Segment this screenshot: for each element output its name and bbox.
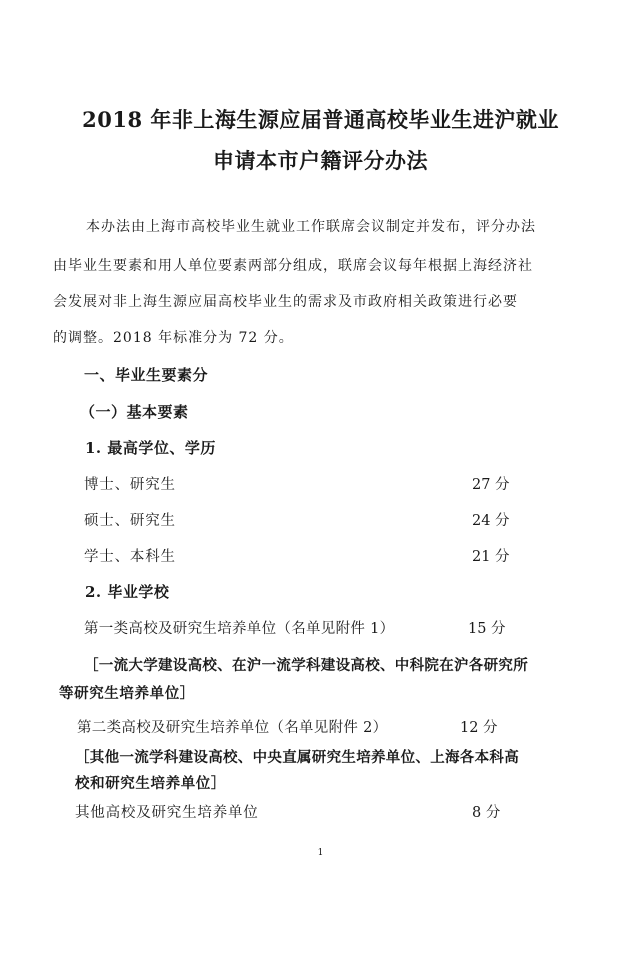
degree-item-score: 21 分 [472,549,510,565]
degree-item-label: 学士、本科生 [84,549,176,565]
school-cat2-score: 12 分 [460,720,498,736]
degree-item-score: 24 分 [472,513,510,529]
school-cat1-score: 15 分 [468,621,506,637]
school-cat2-note-line1: ［其他一流学科建设高校、中央直属研究生培养单位、上海各本科高 [75,749,519,766]
school-heading: 2. 毕业学校 [85,583,170,601]
school-cat2-label: 第二类高校及研究生培养单位（名单见附件 2） [77,720,388,736]
school-cat1-note-line2: 等研究生培养单位］ [59,685,195,702]
degree-item-label: 硕士、研究生 [84,513,176,529]
intro-paragraph-line1: 本办法由上海市高校毕业生就业工作联席会议制定并发布，评分办法 [86,219,536,235]
school-cat1-note-line1: ［一流大学建设高校、在沪一流学科建设高校、中科院在沪各研究所 [84,657,528,674]
degree-item-label: 博士、研究生 [84,477,176,493]
subsection-heading-basic-factors: （一）基本要素 [80,403,189,421]
section-heading-graduate-factors: 一、毕业生要素分 [84,366,209,384]
degree-item-score: 27 分 [472,477,510,493]
school-cat1-label: 第一类高校及研究生培养单位（名单见附件 1） [84,621,395,637]
school-cat3-score: 8 分 [472,805,501,821]
intro-paragraph-line4: 的调整。2018 年标准分为 72 分。 [53,330,294,346]
intro-paragraph-line3: 会发展对非上海生源应届高校毕业生的需求及市政府相关政策进行必要 [53,294,518,310]
document-title-line2: 申请本市户籍评分办法 [213,148,428,173]
school-cat3-label: 其他高校及研究生培养单位 [75,805,259,821]
document-title-line1: 2018 年非上海生源应届普通高校毕业生进沪就业 [82,107,559,132]
degree-heading: 1. 最高学位、学历 [85,439,216,457]
intro-paragraph-line2: 由毕业生要素和用人单位要素两部分组成，联席会议每年根据上海经济社 [53,258,533,274]
page-number: 1 [317,848,324,858]
school-cat2-note-line2: 校和研究生培养单位］ [75,775,226,792]
